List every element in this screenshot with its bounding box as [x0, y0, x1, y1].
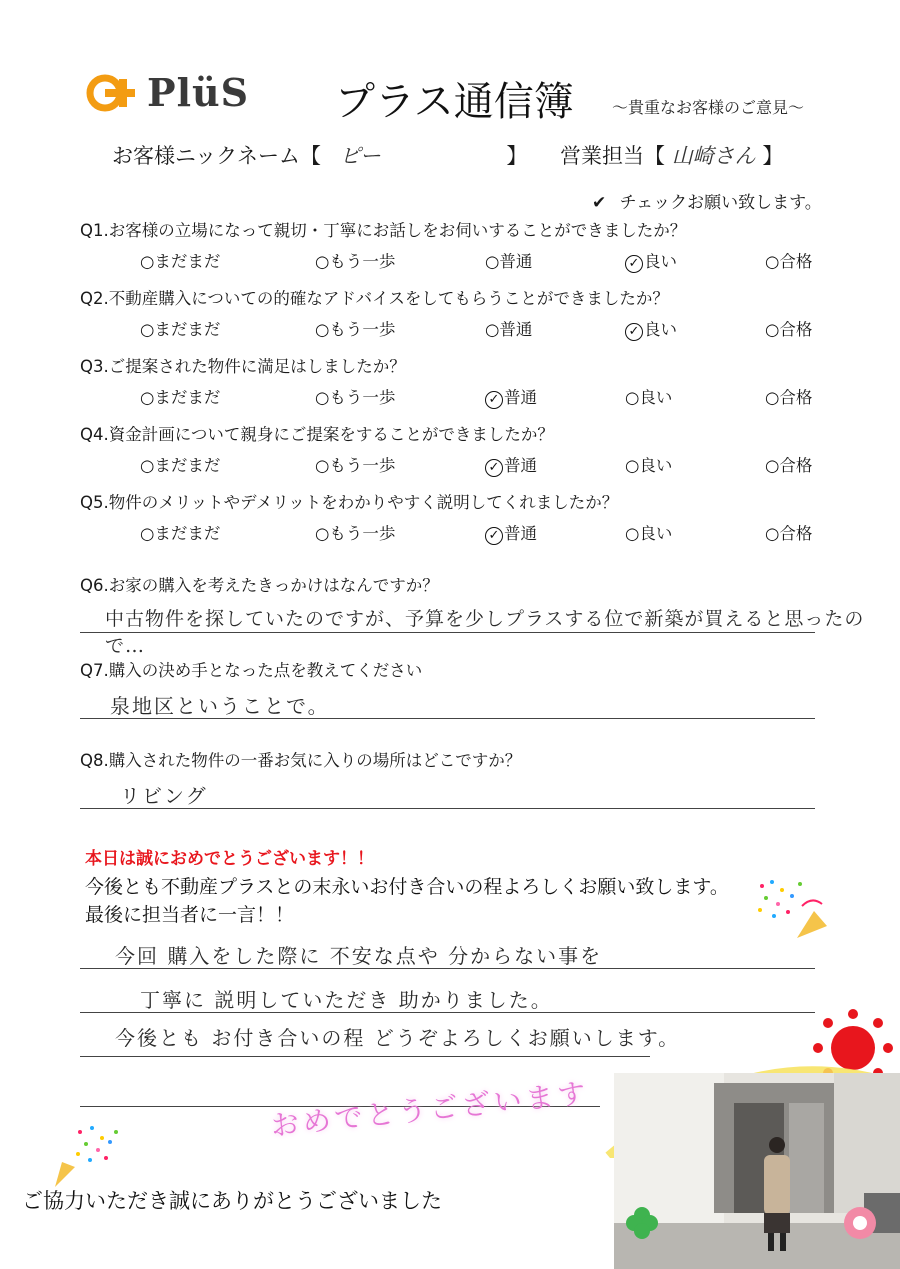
question-2-options: [140, 316, 860, 340]
option-label: まだまだ: [154, 320, 221, 339]
option-label: もう一歩: [329, 456, 396, 475]
option-1[interactable]: [140, 384, 220, 408]
option-label: 合格: [779, 388, 813, 407]
q8-answer: リビング: [120, 784, 208, 808]
option-label: 良い: [644, 252, 677, 271]
option-4[interactable]: [625, 248, 677, 273]
option-label: 良い: [639, 388, 673, 407]
question-1-options: [140, 248, 860, 272]
empty-circle-icon: ○: [485, 252, 500, 271]
nickname-value: ピー: [339, 144, 381, 168]
option-label: まだまだ: [154, 388, 221, 407]
empty-circle-icon: ○: [315, 524, 330, 543]
empty-circle-icon: ○: [765, 320, 780, 339]
option-label: 普通: [499, 252, 533, 271]
nickname-row: [112, 140, 527, 170]
staff-comment-2: 丁寧に 説明していただき 助かりました。: [140, 988, 553, 1012]
empty-circle-icon: ○: [315, 456, 330, 475]
option-label: 合格: [779, 456, 813, 475]
comment-line-1: [80, 968, 815, 969]
logo-mark-icon: [85, 73, 143, 113]
question-3-options: [140, 384, 860, 408]
message-line-2: 最後に担当者に一言！！: [85, 904, 295, 926]
q7-text: Q7.購入の決め手となった点を教えてください: [80, 661, 423, 680]
empty-circle-icon: ○: [315, 388, 330, 407]
option-3[interactable]: [485, 452, 537, 477]
question-2-text: Q2.不動産購入についての的確なアドバイスをしてもらうことができましたか？: [80, 289, 669, 308]
bottom-thanks: ご協力いただき誠にありがとうございました: [22, 1189, 442, 1213]
congrats-pink-text: おめでとうございます: [269, 1076, 592, 1143]
option-3[interactable]: [485, 384, 537, 409]
option-1[interactable]: [140, 248, 220, 272]
checked-circle-icon: ✓: [625, 323, 643, 341]
option-label: 合格: [779, 524, 813, 543]
congrats-red: 本日は誠におめでとうございます！！: [85, 849, 374, 869]
empty-circle-icon: ○: [765, 456, 780, 475]
empty-circle-icon: ○: [140, 456, 155, 475]
option-label: まだまだ: [154, 456, 221, 475]
question-4-text: Q4.資金計画について親身にご提案をすることができましたか？: [80, 425, 554, 444]
option-label: 良い: [644, 320, 677, 339]
customer-photo: [614, 1073, 900, 1269]
question-3-text: Q3.ご提案された物件に満足はしましたか？: [80, 357, 406, 376]
option-3[interactable]: [485, 248, 532, 272]
empty-circle-icon: ○: [625, 388, 640, 407]
empty-circle-icon: ○: [315, 252, 330, 271]
option-3[interactable]: [485, 520, 537, 545]
option-label: 普通: [504, 524, 537, 543]
check-circle-icon: ✔: [592, 193, 607, 213]
option-1[interactable]: [140, 520, 220, 544]
option-label: 合格: [779, 320, 813, 339]
option-label: 普通: [504, 388, 537, 407]
checked-circle-icon: ✓: [485, 527, 503, 545]
house-photo-image: [614, 1073, 900, 1269]
option-3[interactable]: [485, 316, 532, 340]
logo-text: PlüS: [147, 70, 250, 115]
check-note-text: チェックお願い致します。: [619, 193, 822, 213]
q6-text: Q6.お家の購入を考えたきっかけはなんですか？: [80, 576, 439, 595]
empty-circle-icon: ○: [625, 524, 640, 543]
option-label: 普通: [499, 320, 533, 339]
check-note: [592, 188, 822, 213]
option-4[interactable]: [625, 384, 672, 408]
question-5-text: Q5.物件のメリットやデメリットをわかりやすく説明してくれましたか？: [80, 493, 619, 512]
option-2[interactable]: [315, 316, 395, 340]
option-5[interactable]: [765, 520, 812, 544]
option-2[interactable]: [315, 520, 395, 544]
q6-answer: 中古物件を探していたのですが、予算を少しプラスする位で新築が買えると思ったので…: [105, 608, 865, 657]
staff-comment-1: 今回 購入をした際に 不安な点や 分からない事を: [115, 944, 603, 968]
empty-circle-icon: ○: [765, 252, 780, 271]
q7-answer-line: [80, 718, 815, 719]
empty-circle-icon: ○: [140, 388, 155, 407]
q8-text: Q8.購入された物件の一番お気に入りの場所はどこですか？: [80, 751, 522, 770]
option-1[interactable]: [140, 452, 220, 476]
empty-circle-icon: ○: [140, 320, 155, 339]
option-5[interactable]: [765, 316, 812, 340]
empty-circle-icon: ○: [315, 320, 330, 339]
option-4[interactable]: [625, 520, 672, 544]
page-subtitle: ～貴重なお客様のご意見～: [612, 98, 805, 117]
empty-circle-icon: ○: [140, 252, 155, 271]
option-label: 良い: [639, 524, 673, 543]
confetti-icon: [50, 1122, 130, 1192]
comment-line-2: [80, 1012, 815, 1013]
empty-circle-icon: ○: [625, 456, 640, 475]
nickname-bracket: 】: [506, 144, 528, 168]
option-5[interactable]: [765, 384, 812, 408]
empty-circle-icon: ○: [485, 320, 500, 339]
page-title: プラス通信簿: [335, 79, 574, 125]
question-5-options: [140, 520, 860, 544]
checked-circle-icon: ✓: [625, 255, 643, 273]
party-popper-icon: [752, 876, 832, 946]
option-4[interactable]: [625, 316, 677, 341]
sales-value: 山崎さん: [671, 144, 756, 168]
question-4-options: [140, 452, 860, 476]
empty-circle-icon: ○: [140, 524, 155, 543]
checked-circle-icon: ✓: [485, 459, 503, 477]
option-1[interactable]: [140, 316, 220, 340]
option-label: まだまだ: [154, 524, 221, 543]
checked-circle-icon: ✓: [485, 391, 503, 409]
option-5[interactable]: [765, 452, 812, 476]
sales-bracket: 】: [762, 144, 784, 168]
option-label: 良い: [639, 456, 673, 475]
message-line-1: 今後とも不動産プラスとの末永いお付き合いの程よろしくお願い致します。: [85, 876, 729, 898]
q7-answer: 泉地区ということで。: [110, 694, 330, 718]
q8-answer-line: [80, 808, 815, 809]
option-2[interactable]: [315, 452, 395, 476]
option-4[interactable]: [625, 452, 672, 476]
question-1-text: Q1.お客様の立場になって親切・丁寧にお話しをお伺いすることができましたか？: [80, 221, 687, 240]
staff-comment-3: 今後とも お付き合いの程 どうぞよろしくお願いします。: [115, 1026, 681, 1050]
pluss-logo: [85, 70, 249, 115]
option-2[interactable]: [315, 384, 395, 408]
option-5[interactable]: [765, 248, 812, 272]
option-2[interactable]: [315, 248, 395, 272]
comment-line-3: [80, 1056, 650, 1057]
q6-answer-line: [80, 632, 815, 633]
sales-row: [560, 140, 783, 170]
option-label: もう一歩: [329, 252, 396, 271]
option-label: 合格: [779, 252, 813, 271]
sales-label: 営業担当【: [560, 144, 665, 168]
option-label: 普通: [504, 456, 537, 475]
empty-circle-icon: ○: [765, 388, 780, 407]
nickname-label: お客様ニックネーム【: [112, 144, 321, 168]
option-label: もう一歩: [329, 524, 396, 543]
option-label: もう一歩: [329, 320, 396, 339]
empty-circle-icon: ○: [765, 524, 780, 543]
option-label: まだまだ: [154, 252, 221, 271]
option-label: もう一歩: [329, 388, 396, 407]
